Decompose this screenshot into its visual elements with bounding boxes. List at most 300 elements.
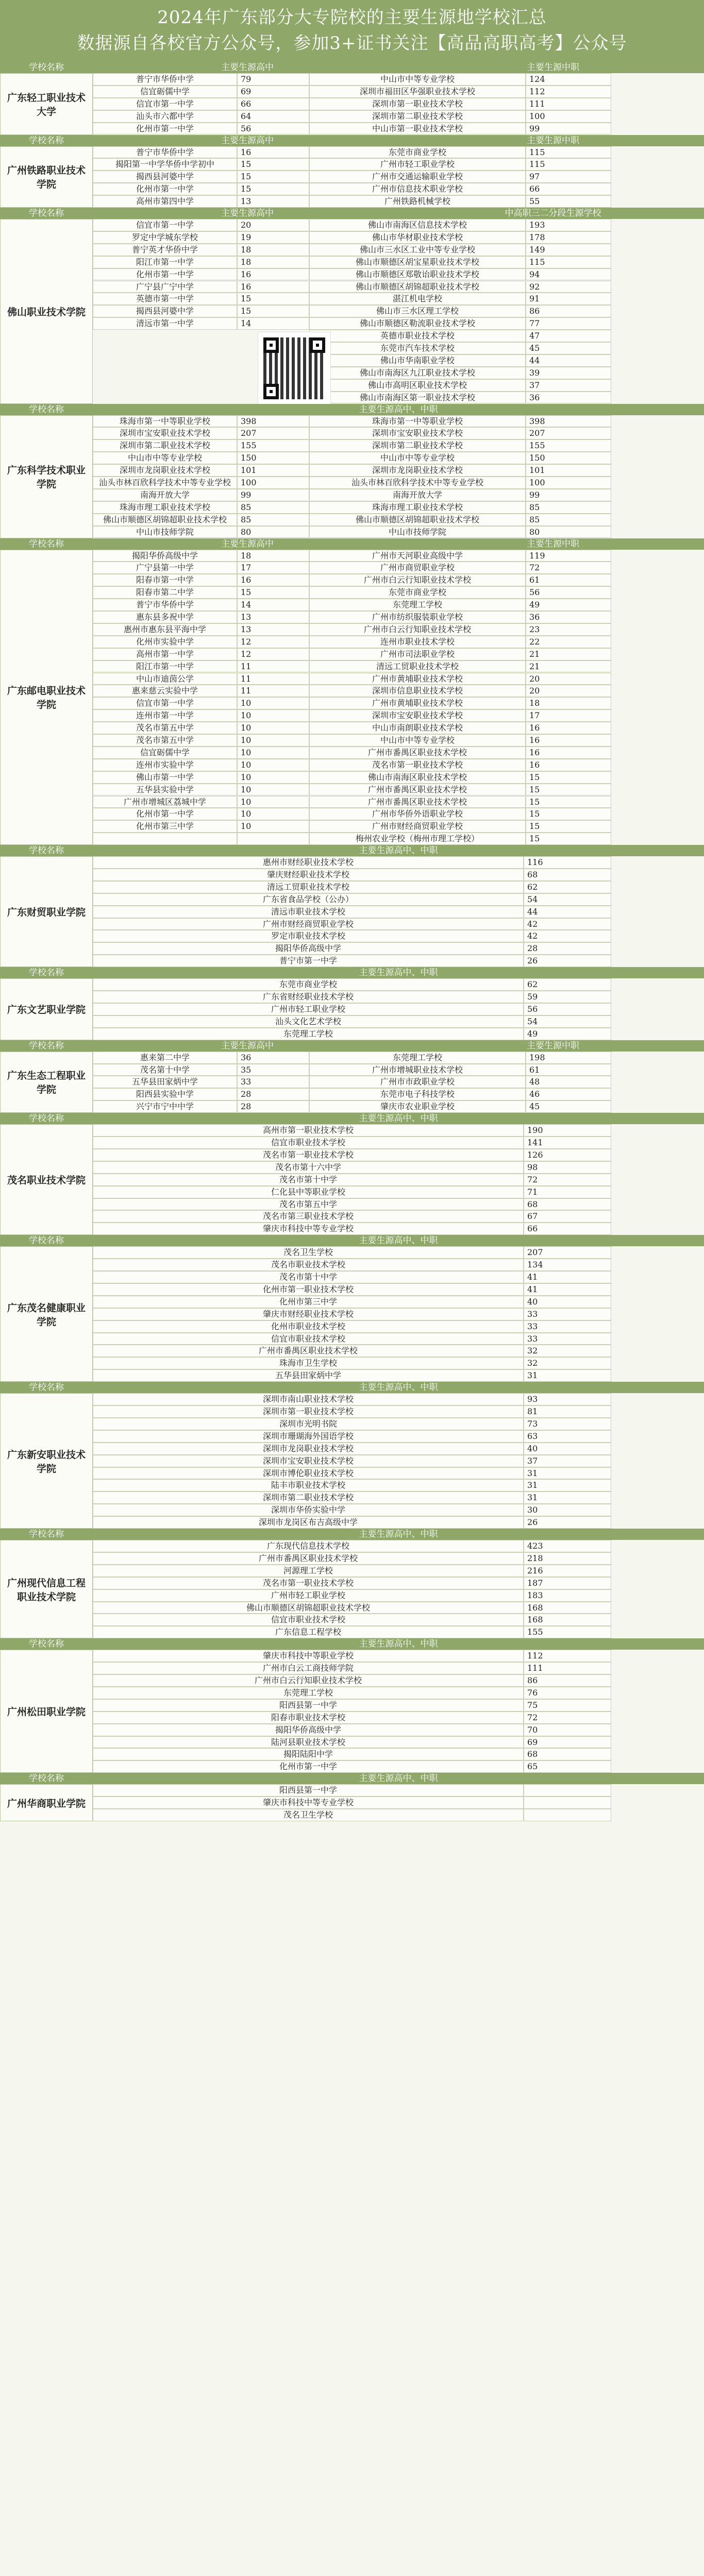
- count-cell: 16: [237, 268, 309, 281]
- header-high-school: 主要生源高中: [221, 208, 274, 218]
- school-cell: 广州市白云行知职业技术学校: [309, 574, 526, 586]
- school-cell: 河源理工学校: [93, 1565, 524, 1577]
- count-cell: 10: [237, 722, 309, 734]
- count-cell: [524, 1797, 611, 1809]
- school-cell: 佛山市南海区信息技术学校: [309, 219, 526, 231]
- table-row: [93, 1124, 704, 1137]
- count-cell: 36: [526, 611, 611, 623]
- table-row: [93, 1492, 704, 1504]
- column-label-school: 学校名称: [29, 1113, 64, 1124]
- school-cell: 广州市轻工职业学校: [93, 1003, 524, 1015]
- table-row: [93, 1223, 704, 1235]
- school-cell: 广州市番禺区职业技术学校: [309, 796, 526, 808]
- count-cell: 49: [524, 1028, 611, 1040]
- table-row: [93, 244, 704, 256]
- table-row: [93, 1345, 704, 1357]
- count-cell: 190: [524, 1124, 611, 1137]
- header-vocational: 主要生源中职: [527, 1040, 579, 1051]
- school-name: 佛山职业技术学院: [0, 219, 93, 404]
- count-cell: 16: [526, 747, 611, 759]
- school-cell: 英德市职业技术学校: [309, 330, 526, 342]
- count-cell: 15: [526, 784, 611, 796]
- count-cell: 15: [526, 771, 611, 784]
- count-cell: 115: [526, 146, 611, 159]
- school-cell: 茂名第十中学: [93, 1064, 237, 1076]
- school-cell: 深圳市信息职业技术学校: [309, 685, 526, 697]
- table-row: [93, 171, 704, 183]
- table-row: [93, 1283, 704, 1296]
- table-row: [93, 110, 704, 123]
- table-row: [93, 586, 704, 599]
- count-cell: 16: [526, 759, 611, 771]
- count-cell: 15: [526, 820, 611, 833]
- count-cell: 15: [237, 293, 309, 305]
- school-cell: 中山市中等专业学校: [309, 734, 526, 747]
- count-cell: 10: [237, 808, 309, 820]
- school-cell: 佛山市顺德区胡锦超职业技术学校: [309, 281, 526, 293]
- school-name: 广东文艺职业学院: [0, 978, 93, 1040]
- count-cell: 75: [524, 1699, 611, 1711]
- count-cell: 42: [524, 930, 611, 942]
- count-cell: 398: [526, 415, 611, 428]
- count-cell: 216: [524, 1565, 611, 1577]
- count-cell: 94: [526, 268, 611, 281]
- table-row: [93, 98, 704, 110]
- school-name: 广东新安职业技术学院: [0, 1393, 93, 1529]
- count-cell: 17: [526, 709, 611, 722]
- table-row: [93, 1088, 704, 1100]
- table-row: [93, 1430, 704, 1443]
- school-cell: 茂名市第五中学: [93, 734, 237, 747]
- count-cell: 150: [526, 452, 611, 464]
- school-cell: 连州市第一中学: [93, 709, 237, 722]
- count-cell: 32: [524, 1357, 611, 1369]
- count-cell: 141: [524, 1137, 611, 1149]
- school-cell: 中山市技师学院: [93, 526, 237, 538]
- count-cell: 155: [524, 1626, 611, 1638]
- count-cell: 92: [526, 281, 611, 293]
- school-cell: 深圳市博伦职业技术学校: [93, 1467, 524, 1480]
- table-row: [93, 1784, 704, 1797]
- school-name: 广东财贸职业学院: [0, 856, 93, 967]
- school-cell: 阳西县第一中学: [93, 1784, 524, 1797]
- count-cell: 16: [526, 734, 611, 747]
- table-row: [93, 1028, 704, 1040]
- school-cell: 茂名市第五中学: [93, 1198, 524, 1211]
- count-cell: 72: [524, 1174, 611, 1186]
- school-cell: 揭阳华侨高级中学: [93, 550, 237, 562]
- school-cell: 南海开放大学: [309, 489, 526, 501]
- count-cell: 18: [526, 697, 611, 709]
- school-cell: 深圳市龙岗区布吉高级中学: [93, 1516, 524, 1529]
- school-cell: 深圳市龙岗职业技术学校: [93, 464, 237, 477]
- table-row: [93, 808, 704, 820]
- table-row: [93, 697, 704, 709]
- school-cell: 广州市司法职业学校: [309, 648, 526, 660]
- school-cell: 佛山市顺德区胡宝星职业技术学校: [309, 256, 526, 268]
- count-cell: 178: [526, 231, 611, 244]
- table-row: [93, 1186, 704, 1198]
- school-cell: 五华县田家炳中学: [93, 1076, 237, 1088]
- school-cell: 化州市第三中学: [93, 1296, 524, 1308]
- table-row: [93, 869, 704, 881]
- count-cell: 111: [524, 1662, 611, 1674]
- school-cell: 清远工贸职业技术学校: [93, 881, 524, 893]
- column-label-school: 学校名称: [29, 1040, 64, 1051]
- school-header: [0, 967, 704, 978]
- column-label-school: 学校名称: [29, 538, 64, 549]
- count-cell: 198: [526, 1052, 611, 1064]
- count-cell: 35: [237, 1064, 309, 1076]
- count-cell: 15: [526, 796, 611, 808]
- count-cell: 10: [237, 784, 309, 796]
- school-cell: 信宜市职业技术学校: [93, 1333, 524, 1345]
- count-cell: 97: [526, 171, 611, 183]
- count-cell: 10: [237, 697, 309, 709]
- table-row: [93, 747, 704, 759]
- school-cell: 化州市职业技术学校: [93, 1320, 524, 1333]
- table-row: [93, 1259, 704, 1271]
- school-block: [0, 62, 704, 135]
- school-cell: 惠东县多祝中学: [93, 611, 237, 623]
- school-cell: 深圳市宝安职业技术学校: [93, 427, 237, 439]
- table-row: [93, 330, 704, 342]
- count-cell: 31: [524, 1479, 611, 1492]
- table-row: [93, 489, 704, 501]
- school-cell: 珠海市理工职业技术学校: [93, 501, 237, 514]
- table-row: [93, 1308, 704, 1320]
- school-cell: 茂名市第一职业技术学校: [309, 759, 526, 771]
- table-row: [93, 526, 704, 538]
- count-cell: 10: [237, 747, 309, 759]
- school-cell: 广州市天河职业高级中学: [309, 550, 526, 562]
- header-sources: 主要生源高中、中职: [359, 968, 438, 978]
- count-cell: 126: [524, 1149, 611, 1161]
- table-row: [93, 856, 704, 869]
- count-cell: 85: [237, 514, 309, 526]
- school-cell: 化州市第一中学: [93, 268, 237, 281]
- count-cell: 56: [524, 1003, 611, 1015]
- count-cell: 42: [524, 918, 611, 930]
- school-cell: 化州市第一中学: [93, 808, 237, 820]
- count-cell: 70: [524, 1724, 611, 1736]
- count-cell: 23: [526, 623, 611, 636]
- school-cell: 肇庆市科技中等专业学校: [93, 1223, 524, 1235]
- count-cell: 13: [237, 623, 309, 636]
- school-cell: 广州市番禺区职业技术学校: [309, 784, 526, 796]
- school-cell: 梅州农业学校（梅州市理工学校）: [309, 833, 526, 845]
- school-cell: 广州市华侨外语职业学校: [309, 808, 526, 820]
- school-name: 广州现代信息工程职业技术学院: [0, 1540, 93, 1638]
- school-block: [0, 1235, 704, 1382]
- count-cell: 61: [526, 1064, 611, 1076]
- count-cell: 85: [526, 514, 611, 526]
- table-row: [93, 1015, 704, 1028]
- header-high-school: 主要生源高中: [221, 1040, 274, 1051]
- school-cell: 阳江市第一中学: [93, 660, 237, 673]
- count-cell: 15: [526, 808, 611, 820]
- count-cell: 207: [237, 427, 309, 439]
- table-row: [93, 1479, 704, 1492]
- school-block: [0, 538, 704, 845]
- school-name: 广州华商职业学院: [0, 1784, 93, 1821]
- school-cell: 广东现代信息技术学校: [93, 1540, 524, 1552]
- school-cell: 茂名卫生学校: [93, 1809, 524, 1821]
- school-header: [0, 208, 704, 219]
- school-name: 广州铁路职业技术学院: [0, 146, 93, 208]
- school-cell: 普宁市华侨中学: [93, 73, 237, 86]
- school-cell: 高州市第一职业技术学校: [93, 1124, 524, 1137]
- table-row: [93, 427, 704, 439]
- school-cell: 信宜市职业技术学校: [93, 1137, 524, 1149]
- school-cell: 广州市白云工商技师学院: [93, 1662, 524, 1674]
- school-cell: 揭阳华侨高级中学: [93, 1724, 524, 1736]
- table-row: [93, 1320, 704, 1333]
- school-cell: 肇庆市科技中等专业学校: [93, 1797, 524, 1809]
- table-row: [93, 1076, 704, 1088]
- count-cell: 54: [524, 893, 611, 906]
- header-vocational: 主要生源中职: [527, 62, 579, 73]
- table-row: [93, 893, 704, 906]
- school-cell: 深圳市宝安职业技术学校: [93, 1455, 524, 1467]
- table-row: [93, 305, 704, 317]
- count-cell: 72: [526, 562, 611, 574]
- count-cell: 31: [524, 1467, 611, 1480]
- count-cell: 63: [524, 1430, 611, 1443]
- count-cell: 16: [237, 146, 309, 159]
- table-row: [93, 1357, 704, 1369]
- school-header: [0, 1113, 704, 1124]
- school-cell: 化州市第一中学: [93, 1760, 524, 1773]
- count-cell: 67: [524, 1210, 611, 1223]
- count-cell: 85: [237, 501, 309, 514]
- table-row: [93, 464, 704, 477]
- school-cell: 阳春市职业技术学校: [93, 1711, 524, 1724]
- school-header: [0, 1382, 704, 1393]
- school-cell: 深圳市第二职业技术学校: [93, 1492, 524, 1504]
- count-cell: 69: [524, 1736, 611, 1749]
- school-cell: 佛山市南海区九江职业技术学校: [309, 367, 526, 379]
- header-sources: 主要生源高中、中职: [359, 845, 438, 856]
- column-label-school: 学校名称: [29, 1529, 64, 1540]
- table-row: [93, 1724, 704, 1736]
- table-row: [93, 1210, 704, 1223]
- school-block: [0, 1529, 704, 1638]
- school-cell: 广州市市政职业学校: [309, 1076, 526, 1088]
- table-row: [93, 256, 704, 268]
- table-row: [93, 392, 704, 404]
- count-cell: 44: [524, 906, 611, 918]
- school-cell: 化州市第一职业技术学校: [93, 1283, 524, 1296]
- count-cell: 93: [524, 1393, 611, 1405]
- school-cell: 广宁县广宁中学: [93, 281, 237, 293]
- count-cell: 59: [524, 991, 611, 1003]
- school-cell: 陆丰市职业技术学校: [93, 1479, 524, 1492]
- column-label-school: 学校名称: [29, 968, 64, 978]
- table-row: [93, 574, 704, 586]
- header-vocational: 中高职三二分段生源学校: [505, 208, 601, 218]
- count-cell: 49: [526, 599, 611, 611]
- count-cell: 66: [237, 98, 309, 110]
- count-cell: 20: [237, 219, 309, 231]
- school-cell: 五华县田家炳中学: [93, 1369, 524, 1382]
- school-cell: 广州市财经商贸职业学校: [93, 918, 524, 930]
- table-row: [93, 293, 704, 305]
- count-cell: 62: [524, 881, 611, 893]
- table-row: [93, 1296, 704, 1308]
- school-cell: 信宜砺儒中学: [93, 86, 237, 98]
- count-cell: 15: [237, 305, 309, 317]
- table-row: [93, 146, 704, 159]
- table-row: [93, 771, 704, 784]
- table-row: [93, 1271, 704, 1283]
- count-cell: 207: [524, 1246, 611, 1259]
- count-cell: 31: [524, 1369, 611, 1382]
- table-row: [93, 158, 704, 171]
- school-cell: 清远市职业技术学校: [93, 906, 524, 918]
- column-label-school: 学校名称: [29, 404, 64, 415]
- table-row: [93, 833, 704, 845]
- table-row: [93, 1711, 704, 1724]
- school-block: [0, 1113, 704, 1235]
- table-row: [93, 820, 704, 833]
- school-cell: 广州市黄埔职业技术学校: [309, 673, 526, 685]
- table-row: [93, 784, 704, 796]
- count-cell: 81: [524, 1405, 611, 1418]
- count-cell: 45: [526, 342, 611, 354]
- table-row: [93, 1246, 704, 1259]
- count-cell: 119: [526, 550, 611, 562]
- header-high-school: 主要生源高中: [221, 62, 274, 73]
- table-row: [93, 268, 704, 281]
- school-header: [0, 845, 704, 856]
- school-cell: 深圳市龙岗职业技术学校: [309, 464, 526, 477]
- count-cell: 65: [524, 1760, 611, 1773]
- count-cell: 26: [524, 955, 611, 967]
- table-row: [93, 623, 704, 636]
- column-label-school: 学校名称: [29, 1639, 64, 1650]
- table-row: [93, 354, 704, 367]
- school-cell: 广宁县第一中学: [93, 562, 237, 574]
- table-row: [93, 317, 704, 330]
- school-cell: 佛山市高明区职业技术学校: [309, 379, 526, 392]
- count-cell: 33: [237, 1076, 309, 1088]
- count-cell: 21: [526, 648, 611, 660]
- count-cell: 45: [526, 1100, 611, 1113]
- table-row: [93, 379, 704, 392]
- school-cell: 佛山市南海区职业技术学校: [309, 771, 526, 784]
- school-name: 广东轻工职业技术大学: [0, 73, 93, 135]
- school-cell: 东莞市商业学校: [93, 978, 524, 991]
- school-cell: 深圳市华侨实验中学: [93, 1504, 524, 1516]
- count-cell: 124: [526, 73, 611, 86]
- count-cell: 19: [237, 231, 309, 244]
- school-cell: 信宜市第一中学: [93, 697, 237, 709]
- table-row: [93, 599, 704, 611]
- school-cell: 茂名卫生学校: [93, 1246, 524, 1259]
- school-cell: 阳西县实验中学: [93, 1088, 237, 1100]
- table-row: [93, 123, 704, 135]
- table-row: [93, 1577, 704, 1589]
- count-cell: 115: [526, 158, 611, 171]
- school-cell: 佛山市华材职业技术学校: [309, 231, 526, 244]
- school-cell: 罗定市职业技术学校: [93, 930, 524, 942]
- school-cell: 高州市第一中学: [93, 648, 237, 660]
- school-cell: 茂名市第十中学: [93, 1271, 524, 1283]
- count-cell: 28: [524, 942, 611, 955]
- count-cell: 77: [526, 317, 611, 330]
- table-row: [93, 195, 704, 208]
- count-cell: 33: [524, 1320, 611, 1333]
- table-row: [93, 1052, 704, 1064]
- school-cell: 阳春市第二中学: [93, 586, 237, 599]
- table-row: [93, 734, 704, 747]
- school-cell: 汕头市林百欣科学技术中等专业学校: [93, 477, 237, 489]
- school-cell: 中山市南朗职业技术学校: [309, 722, 526, 734]
- count-cell: 10: [237, 709, 309, 722]
- count-cell: 13: [237, 611, 309, 623]
- count-cell: 36: [526, 392, 611, 404]
- count-cell: 37: [526, 379, 611, 392]
- table-row: [93, 1589, 704, 1602]
- school-block: [0, 967, 704, 1040]
- school-cell: 肇庆市财经职业技术学校: [93, 1308, 524, 1320]
- count-cell: 69: [237, 86, 309, 98]
- count-cell: 72: [524, 1711, 611, 1724]
- school-cell: 广州市增城职业技术学校: [309, 1064, 526, 1076]
- school-cell: 高州市第四中学: [93, 195, 237, 208]
- count-cell: 56: [237, 123, 309, 135]
- count-cell: 18: [237, 244, 309, 256]
- header-vocational: 主要生源中职: [527, 538, 579, 549]
- table-row: [93, 1614, 704, 1626]
- count-cell: 183: [524, 1589, 611, 1602]
- count-cell: 18: [237, 550, 309, 562]
- count-cell: 40: [524, 1296, 611, 1308]
- page-header: [0, 0, 704, 62]
- table-row: [93, 1760, 704, 1773]
- table-row: [93, 796, 704, 808]
- school-cell: 珠海市第一中等职业学校: [309, 415, 526, 428]
- count-cell: 33: [524, 1308, 611, 1320]
- table-row: [93, 1333, 704, 1345]
- school-cell: 普宁市华侨中学: [93, 599, 237, 611]
- school-cell: 茂名市第一职业技术学校: [93, 1149, 524, 1161]
- school-cell: 仁化县中等职业学校: [93, 1186, 524, 1198]
- count-cell: 30: [524, 1504, 611, 1516]
- count-cell: 26: [524, 1516, 611, 1529]
- count-cell: 85: [526, 501, 611, 514]
- count-cell: 15: [526, 833, 611, 845]
- school-cell: 化州市实验中学: [93, 636, 237, 648]
- qr-corner: [263, 384, 279, 399]
- school-cell: 深圳市南山职业技术学校: [93, 1393, 524, 1405]
- table-row: [93, 1418, 704, 1430]
- table-row: [93, 501, 704, 514]
- header-sources: 主要生源高中、中职: [359, 1639, 438, 1650]
- count-cell: 99: [237, 489, 309, 501]
- header-high-school: 主要生源高中: [221, 538, 274, 549]
- school-cell: 深圳市第二职业技术学校: [93, 439, 237, 452]
- count-cell: 66: [524, 1223, 611, 1235]
- school-cell: 东莞理工学校: [309, 599, 526, 611]
- school-cell: 珠海市第一中等职业学校: [93, 415, 237, 428]
- school-cell: 广州市轻工职业学校: [309, 158, 526, 171]
- table-row: [93, 722, 704, 734]
- school-cell: 肇庆市科技中等职业学校: [93, 1650, 524, 1662]
- school-cell: 广州市商贸职业学校: [309, 562, 526, 574]
- count-cell: 100: [526, 477, 611, 489]
